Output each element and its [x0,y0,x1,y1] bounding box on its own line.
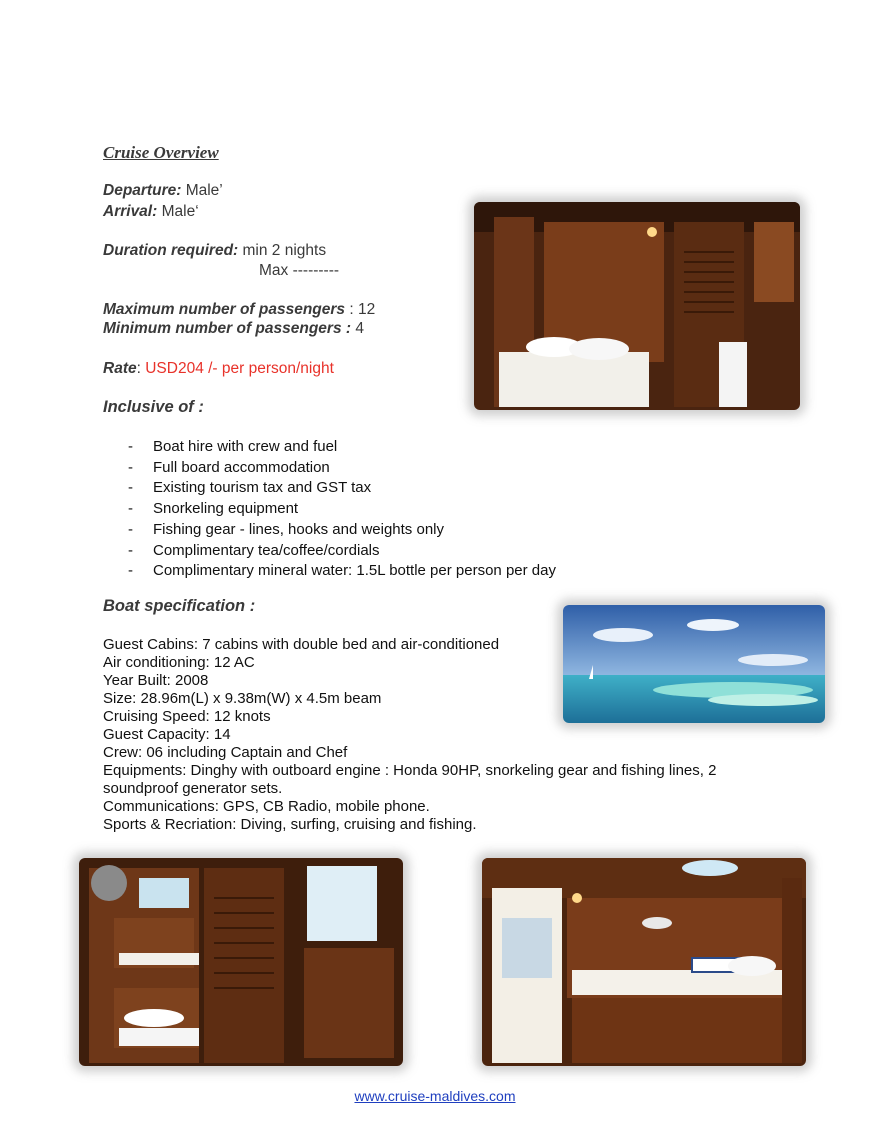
duration-line [103,242,326,260]
max-passengers-sep: : [345,301,358,318]
duration-label: Duration required: [103,242,239,259]
rate-value: USD204 /- per person/night [145,360,334,377]
page-title: Cruise Overview [103,143,219,162]
spec-line: Air conditioning: 12 AC [103,654,255,671]
inclusive-list [128,437,556,582]
inclusive-heading: Inclusive of : [103,398,204,416]
spec-line: Year Built: 2008 [103,672,209,689]
list-item: - Complimentary mineral water: 1.5L bottle per person per day [128,562,556,580]
spec-line: Crew: 06 including Captain and Chef [103,744,348,761]
spec-line: Communications: GPS, CB Radio, mobile phone. [103,798,430,815]
rate-label: Rate [103,360,137,377]
arrival-line [103,203,199,221]
departure-line [103,182,223,200]
ocean-photo [563,605,825,723]
departure-value: Male’ [185,182,223,199]
rate-line [103,360,334,378]
max-passengers-line [103,301,375,319]
max-passengers-label: Maximum number of passengers [103,301,346,318]
arrival-value: Male‘ [161,203,199,220]
duration-max: Max --------- [259,262,340,279]
list-item: - Boat hire with crew and fuel [128,438,338,455]
spec-line: Equipments: Dinghy with outboard engine : Honda 90HP, snorkeling gear and fishing lines, 2 soundproof generator sets. [103,762,717,797]
list-item: - Existing tourism tax and GST tax [128,479,372,497]
list-item: - Fishing gear - lines, hooks and weights only [128,520,444,538]
spec-line: Sports & Recriation: Diving, surfing, cruising and fishing. [103,816,477,833]
arrival-label: Arrival: [103,203,158,220]
website-link[interactable]: www.cruise-maldives.com [354,1088,516,1104]
spec-line: Guest Cabins: 7 cabins with double bed and air-conditioned [103,636,500,653]
boat-spec-heading: Boat specification : [103,597,256,615]
list-item: - Snorkeling equipment [128,500,299,518]
cabin-photo-3 [482,858,806,1066]
cabin-photo-2 [79,858,403,1066]
min-passengers-value: 4 [355,320,364,337]
list-item: - Full board accommodation [128,458,330,476]
spec-line: Guest Capacity: 14 [103,726,231,743]
duration-min: min 2 nights [242,242,327,259]
max-passengers-value: 12 [357,301,376,318]
min-passengers-label: Minimum number of passengers : [103,320,352,337]
list-item: - Complimentary tea/coffee/cordials [128,541,380,559]
min-passengers-line [103,320,364,338]
cabin-photo-1 [474,202,800,410]
spec-line: Size: 28.96m(L) x 9.38m(W) x 4.5m beam [103,690,382,707]
rate-sep: : [136,360,146,377]
footer [0,1088,870,1104]
departure-label: Departure: [103,182,182,199]
spec-line: Cruising Speed: 12 knots [103,708,271,725]
